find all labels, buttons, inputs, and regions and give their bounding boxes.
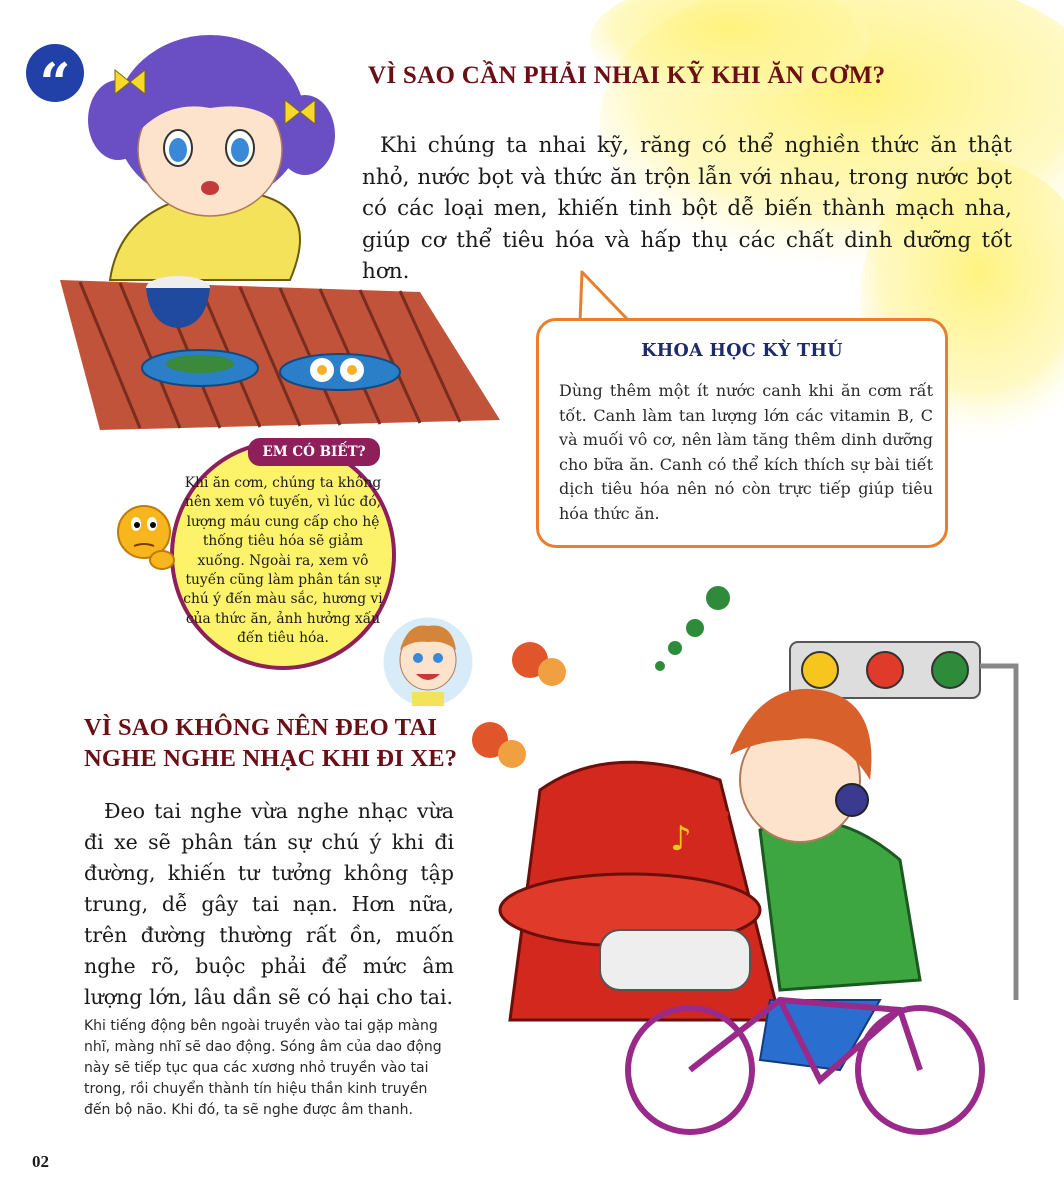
explosion-icon bbox=[460, 634, 580, 786]
svg-text:♪: ♪ bbox=[712, 803, 732, 838]
callout-body: Dùng thêm một ít nước canh khi ăn cơm rất tốt. Canh làm tan lượng lớn các vitamin B, C và muối vô cơ, nên làm tăng thêm dinh dưỡng cho bữa ăn. Canh có thể kích thích sự bài tiết dịch tiêu hóa nên nó còn trực tiếp giúp tiêu hóa thức ăn. bbox=[559, 381, 933, 523]
section1-title: VÌ SAO CẦN PHẢI NHAI KỸ KHI ĂN CƠM? bbox=[368, 62, 886, 89]
thinking-emoji-icon bbox=[112, 490, 182, 580]
section2-note: Khi tiếng động bên ngoài truyền vào tai gặp màng nhĩ, màng nhĩ sẽ dao động. Sóng âm của dao động này sẽ tiếp tục qua các xương nhỏ truyền vào tai trong, rồi chuyển thành tín hiệu thần kinh truyền đến bộ não. Khi đó, ta sẽ nghe được âm thanh. bbox=[84, 1018, 442, 1118]
did-you-know-tag: EM CÓ BIẾT? bbox=[248, 438, 380, 466]
car-illustration bbox=[500, 762, 780, 1020]
music-note-icon: ♪ bbox=[670, 819, 692, 859]
callout-title: KHOA HỌC KỲ THÚ bbox=[641, 341, 843, 361]
quote-icon: “ bbox=[26, 44, 84, 102]
did-you-know-body: Khi ăn cơm, chúng ta không nên xem vô tuyến, vì lúc đó, lượng máu cung cấp cho hệ thống tiêu hóa sẽ giảm xuống. Ngoài ra, xem vô tuyến cũng làm phân tán sự chú ý đến màu sắc, hương vị của thức ăn, ảnh hưởng xấu đến tiêu hóa. bbox=[183, 475, 383, 647]
science-callout bbox=[536, 318, 948, 548]
section2-body: Đeo tai nghe vừa nghe nhạc vừa đi xe sẽ phân tán sự chú ý khi đi đường, khiến tư tưởng không tập trung, dễ gây tai nạn. Hơn nữa, trên đường thường rất ồn, muốn nghe rõ, buộc phải để mức âm lượng lớn, lâu dần sẽ có hại cho tai. bbox=[84, 799, 454, 1009]
page-number: 02 bbox=[32, 1152, 49, 1171]
cyclist-illustration bbox=[460, 580, 1040, 1160]
section1-body: Khi chúng ta nhai kỹ, răng có thể nghiền thức ăn thật nhỏ, nước bọt và thức ăn trộn lẫn với nhau, trong nước bọt có các loại men, khiến tinh bột dễ biến thành mạch nha, giúp cơ thể tiêu hóa và hấp thụ các chất dinh dưỡng tốt hơn. bbox=[362, 133, 1012, 284]
callout-tail bbox=[560, 270, 640, 324]
section2-title: VÌ SAO KHÔNG NÊN ĐEO TAI NGHE NGHE NHẠC KHI ĐI XE? bbox=[84, 714, 458, 772]
